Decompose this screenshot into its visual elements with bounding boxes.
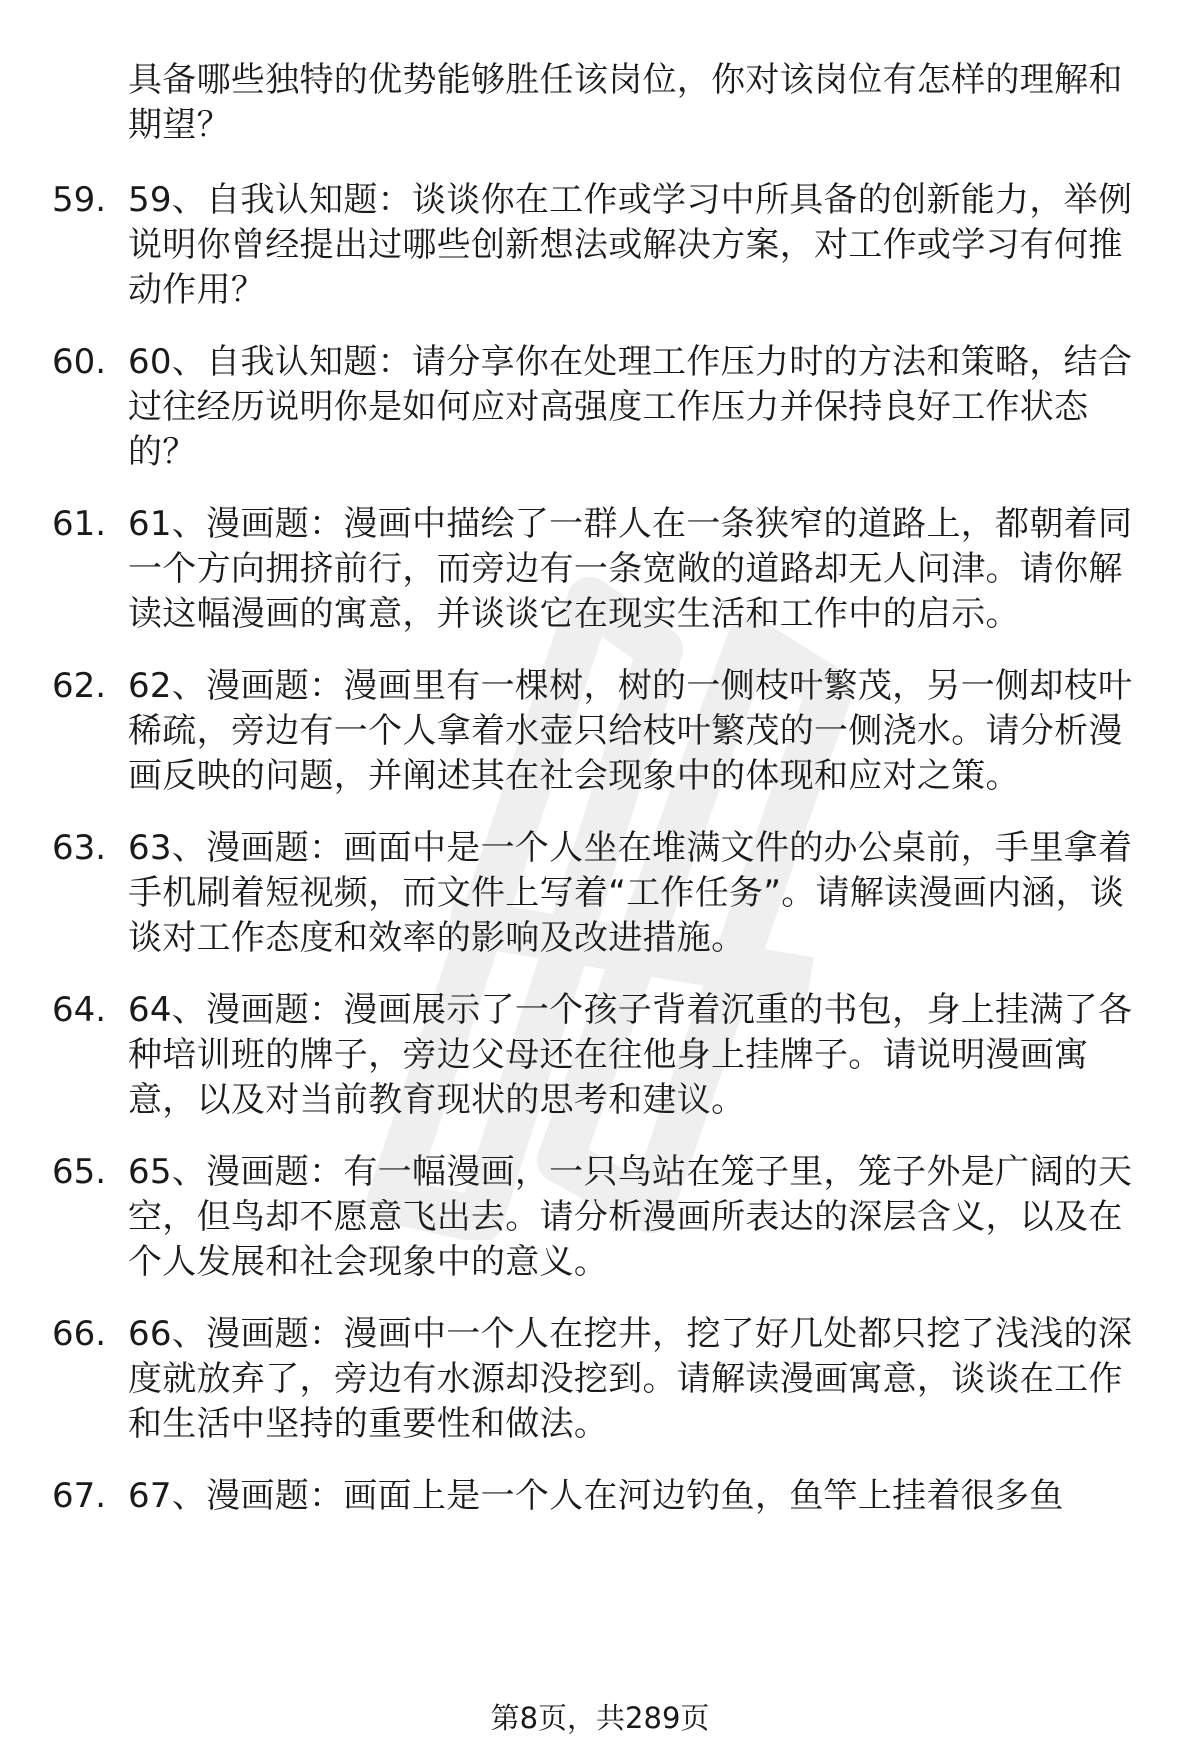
question-number: 62. — [52, 666, 107, 706]
question-number: 64. — [52, 990, 107, 1030]
continued-question-text: 具备哪些独特的优势能够胜任该岗位，你对该岗位有怎样的理解和期望？ — [128, 60, 1123, 145]
question-number: 60. — [52, 342, 107, 382]
question-number: 59. — [52, 180, 107, 220]
question-text: 64、漫画题：漫画展示了一个孩子背着沉重的书包，身上挂满了各种培训班的牌子，旁边父母还在往他身上挂牌子。请说明漫画寓意，以及对当前教育现状的思考和建议。 — [128, 990, 1133, 1120]
question-number: 63. — [52, 828, 107, 868]
question-text: 61、漫画题：漫画中描绘了一群人在一条狭窄的道路上，都朝着同一个方向拥挤前行，而旁边有一条宽敞的道路却无人问津。请你解读这幅漫画的寓意，并谈谈它在现实生活和工作中的启示。 — [128, 504, 1133, 634]
question-number: 61. — [52, 504, 107, 544]
question-text: 65、漫画题：有一幅漫画，一只鸟站在笼子里，笼子外是广阔的天空，但鸟却不愿意飞出去。请分析漫画所表达的深层含义，以及在个人发展和社会现象中的意义。 — [128, 1152, 1133, 1282]
question-number: 66. — [52, 1314, 107, 1354]
page-footer: 第8页，共289页 — [490, 1701, 710, 1735]
question-text: 60、自我认知题：请分享你在处理工作压力时的方法和策略，结合过往经历说明你是如何应对高强度工作压力并保持良好工作状态的？ — [128, 342, 1133, 472]
question-text: 63、漫画题：画面中是一个人坐在堆满文件的办公桌前，手里拿着手机刷着短视频，而文件上写着“工作任务”。请解读漫画内涵，谈谈对工作态度和效率的影响及改进措施。 — [128, 828, 1133, 958]
question-number: 65. — [52, 1152, 107, 1192]
question-text: 66、漫画题：漫画中一个人在挖井，挖了好几处都只挖了浅浅的深度就放弃了，旁边有水源却没挖到。请解读漫画寓意，谈谈在工作和生活中坚持的重要性和做法。 — [128, 1314, 1133, 1444]
question-text: 62、漫画题：漫画里有一棵树，树的一侧枝叶繁茂，另一侧却枝叶稀疏，旁边有一个人拿着水壶只给枝叶繁茂的一侧浇水。请分析漫画反映的问题，并阐述其在社会现象中的体现和应对之策。 — [128, 666, 1133, 796]
question-text: 59、自我认知题：谈谈你在工作或学习中所具备的创新能力，举例说明你曾经提出过哪些创新想法或解决方案，对工作或学习有何推动作用？ — [128, 180, 1133, 310]
question-text: 67、漫画题：画面上是一个人在河边钓鱼，鱼竿上挂着很多鱼 — [128, 1476, 1064, 1516]
question-number: 67. — [52, 1476, 107, 1516]
